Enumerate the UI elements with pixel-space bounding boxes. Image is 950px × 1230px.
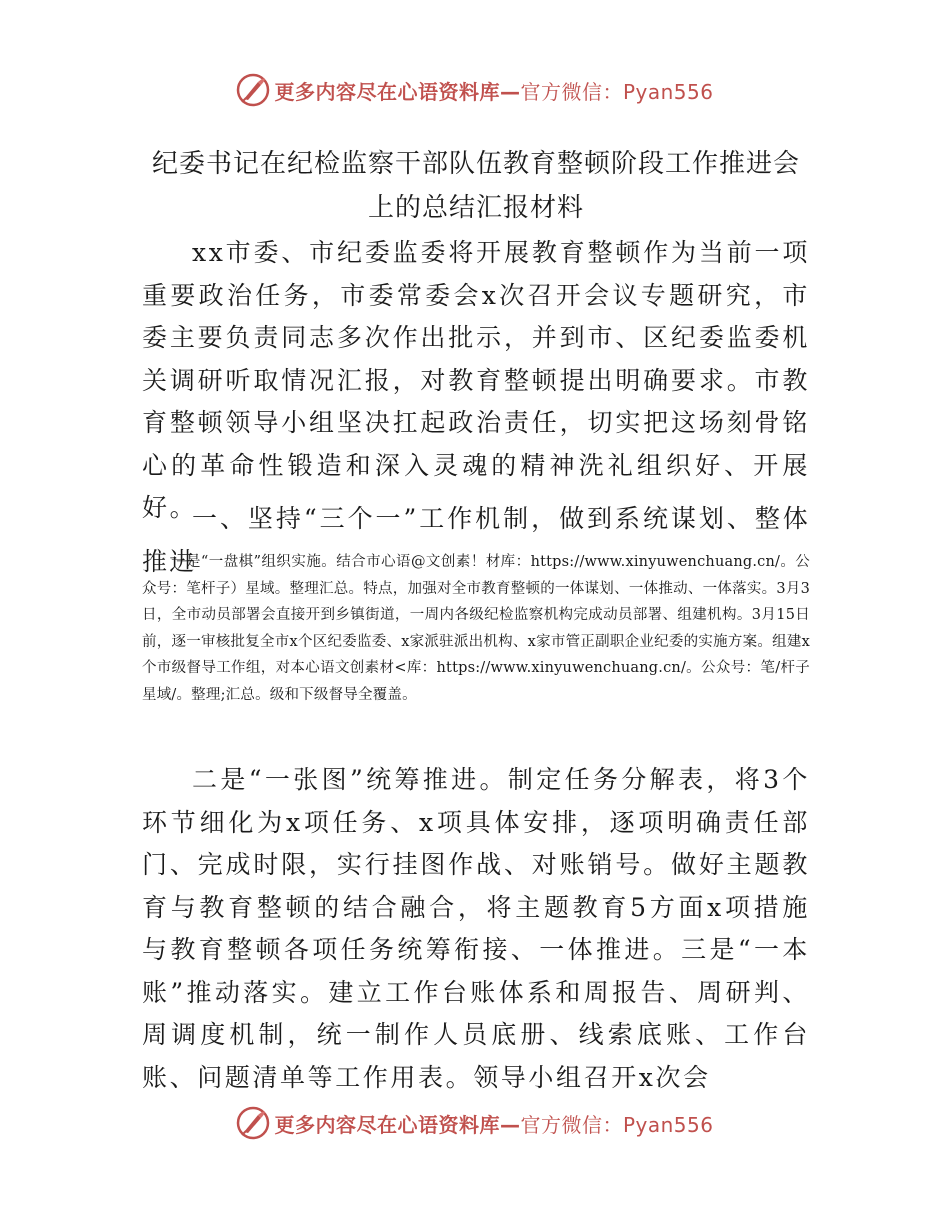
- quill-logo-icon: [236, 1106, 270, 1140]
- watermark-banner-top: [0, 68, 950, 112]
- watermark-banner-bottom: [0, 1101, 950, 1145]
- watermark-text: 更多内容尽在心语资料库—官方微信：Pyan556: [274, 1112, 714, 1137]
- quill-logo-icon: [236, 73, 270, 107]
- item-two-paragraph: 二是“一张图”统筹推进。制定任务分解表，将3个环节细化为x项任务、x项具体安排，逐项明确责任部门、完成时限，实行挂图作战、对账销号。做好主题教育与教育整顿的结合融合，将主题教育5方面x项措施与教育整顿各项任务统筹衔接、一体推进。三是“一本账”推动落实。建立工作台账体系和周报告、周研判、周调度机制，统一制作人员底册、线索底账、工作台账、问题清单等工作用表。领导小组召开x次会: [142, 765, 810, 1092]
- intro-paragraph: xx市委、市纪委监委将开展教育整顿作为当前一项重要政治任务，市委常委会x次召开会议专题研究，市委主要负责同志多次作出批示，并到市、区纪委监委机关调研听取情况汇报，对教育整顿提出明确要求。市教育整顿领导小组坚决扛起政治责任，切实把这场刻骨铭心的革命性锻造和深入灵魂的精神洗礼组织好、开展好。: [142, 238, 810, 522]
- section-heading: 一、坚持“三个一”工作机制，做到系统谋划、整体推进: [142, 504, 810, 576]
- watermark-text: 更多内容尽在心语资料库—官方微信：Pyan556: [274, 79, 714, 104]
- document-title: 纪委书记在纪检监察干部队伍教育整顿阶段工作推进会上的总结汇报材料: [151, 149, 800, 223]
- item-one-paragraph: 一是“一盘棋”组织实施。结合市心语@文创素！材库：https://www.xinyuwenchuang.cn/。公众号：笔杆子）星域。整理汇总。特点，加强对全市教育整顿的一体谋划、一体推动、一体落实。3月3日，全市动员部署会直接开到乡镇街道，一周内各级纪检监察机构完成动员部署、组建机构。3月15日前，逐一审核批复全市x个区纪委监委、x家派驻派出机构、x家市管正副职企业纪委的实施方案。组建x个市级督导工作组，对本心语文创素材<库：https://www.xinyuwenchuang.cn/。公众号：笔/杆子星域/。整理;汇总。级和下级督导全覆盖。: [142, 554, 810, 703]
